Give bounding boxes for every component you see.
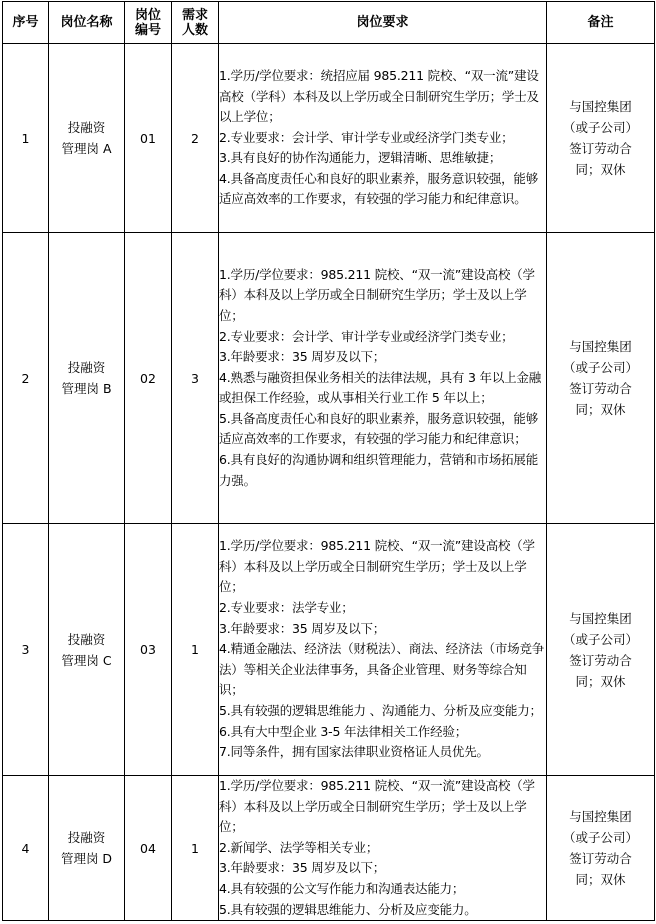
note-line: 签订劳动合 (569, 141, 632, 156)
requirement-item: 4.精通金融法、经济法（财税法）、商法、经济法（市场竞争法）等相关企业法律事务，具备企业管理、财务等综合知识； (219, 641, 545, 698)
header-position-code (125, 2, 172, 44)
table-row (3, 776, 655, 921)
row-headcount: 1 (172, 524, 219, 776)
note-line: 与国控集团 (569, 339, 632, 354)
row-position-code: 02 (125, 233, 172, 524)
requirement-item: 6.具有大中型企业 3-5 年法律相关工作经验； (219, 723, 467, 739)
position-name-line2: 管理岗 B (61, 381, 112, 396)
row-seq: 1 (3, 44, 49, 233)
requirement-item: 3.年龄要求：35 周岁及以下； (219, 349, 386, 365)
table-row (3, 524, 655, 776)
position-name-line2: 管理岗 D (60, 851, 113, 867)
requirement-item: 2.专业要求：会计学、审计学专业或经济学门类专业； (219, 129, 514, 145)
table-header-row (3, 2, 655, 44)
position-name-line2: 管理岗 A (61, 141, 112, 156)
note-line: 与国控集团 (569, 99, 632, 114)
requirement-item: 1.学历/学位要求：985.211 院校、“双一流”建设高校（学科）本科及以上学历或全日制研究生学历；学士及以上学位； (219, 266, 535, 323)
requirement-item: 7.同等条件，拥有国家法律职业资格证人员优先。 (219, 744, 489, 760)
table-row (3, 233, 655, 524)
header-count-line2: 人数 (181, 22, 208, 38)
row-headcount: 1 (172, 776, 219, 921)
row-position-code: 04 (125, 776, 172, 921)
row-headcount: 3 (172, 233, 219, 524)
row-position-name (49, 44, 125, 233)
requirement-item: 1.学历/学位要求：统招应届 985.211 院校、“双一流”建设高校（学科）本科及以上学历或全日制研究生学历；学士及以上学位； (219, 67, 539, 125)
note-line: 签订劳动合 (569, 381, 632, 396)
header-code-line1: 岗位 (134, 7, 161, 23)
requirement-item: 1.学历/学位要求：985.211 院校、“双一流”建设高校（学科）本科及以上学历或全日制研究生学历；学士及以上学位； (219, 778, 535, 835)
note-line: 同；双休 (575, 872, 626, 888)
requirement-item: 3.年龄要求：35 周岁及以下； (219, 620, 386, 636)
row-position-name (49, 524, 125, 776)
position-name-line1: 投融资 (67, 120, 106, 135)
requirement-item: 1.学历/学位要求：985.211 院校、“双一流”建设高校（学科）本科及以上学历或全日制研究生学历；学士及以上学位； (219, 538, 535, 595)
row-seq: 4 (3, 776, 49, 921)
header-seq: 序号 (3, 2, 49, 44)
requirement-item: 3.具有良好的协作沟通能力，逻辑清晰、思维敏捷； (219, 150, 502, 166)
row-requirements (219, 233, 547, 524)
note-line: 签订劳动合 (569, 851, 632, 867)
requirement-item: 2.新闻学、法学等相关专业； (219, 839, 379, 855)
row-note (547, 233, 655, 524)
requirement-item: 5.具有较强的逻辑思维能力、分析及应变能力。 (219, 901, 477, 917)
requirement-item: 6.具有良好的沟通协调和组织管理能力，营销和市场拓展能力强。 (219, 452, 539, 488)
position-name-line1: 投融资 (67, 631, 106, 647)
note-line: 同；双休 (575, 162, 626, 177)
position-name-line1: 投融资 (67, 360, 106, 375)
row-note (547, 44, 655, 233)
table-row (3, 44, 655, 233)
row-position-code: 03 (125, 524, 172, 776)
header-code-line2: 编号 (134, 22, 161, 38)
header-note: 备注 (547, 2, 655, 44)
requirement-item: 4.熟悉与融资担保业务相关的法律法规，具有 3 年以上金融或担保工作经验，或从事相关行业工作 5 年以上； (219, 369, 542, 406)
note-line: 与国控集团 (569, 809, 632, 825)
position-name-line1: 投融资 (67, 830, 106, 846)
note-line: （或子公司） (562, 830, 638, 846)
row-position-name (49, 776, 125, 921)
requirement-item: 2.专业要求：法学专业； (219, 600, 354, 616)
header-headcount (172, 2, 219, 44)
requirement-item: 3.年龄要求：35 周岁及以下； (219, 860, 386, 876)
note-line: 同；双休 (575, 673, 626, 689)
note-line: （或子公司） (562, 120, 638, 135)
job-requirements-table (2, 1, 655, 921)
requirement-item: 2.专业要求：会计学、审计学专业或经济学门类专业； (219, 328, 514, 344)
row-note (547, 524, 655, 776)
row-headcount: 2 (172, 44, 219, 233)
requirement-item: 5.具有较强的逻辑思维能力 、沟通能力、分析及应变能力； (219, 702, 542, 718)
requirement-item: 4.具备高度责任心和良好的职业素养，服务意识较强，能够适应高效率的工作要求，有较强的学习能力和纪律意识。 (219, 170, 539, 207)
row-note (547, 776, 655, 921)
row-requirements (219, 524, 547, 776)
position-name-line2: 管理岗 C (61, 652, 112, 668)
row-requirements (219, 776, 547, 921)
row-seq: 3 (3, 524, 49, 776)
header-requirements: 岗位要求 (219, 2, 547, 44)
row-position-name (49, 233, 125, 524)
row-seq: 2 (3, 233, 49, 524)
header-count-line1: 需求 (181, 7, 208, 23)
requirement-item: 4.具有较强的公文写作能力和沟通表达能力； (219, 880, 465, 896)
requirement-item: 5.具备高度责任心和良好的职业素养，服务意识较强，能够适应高效率的工作要求，有较强的学习能力和纪律意识； (219, 410, 539, 447)
note-line: 签订劳动合 (569, 652, 632, 668)
note-line: 与国控集团 (569, 610, 632, 626)
note-line: （或子公司） (562, 631, 638, 647)
note-line: （或子公司） (562, 360, 638, 375)
row-requirements (219, 44, 547, 233)
note-line: 同；双休 (575, 402, 626, 417)
header-position-name: 岗位名称 (49, 2, 125, 44)
row-position-code: 01 (125, 44, 172, 233)
